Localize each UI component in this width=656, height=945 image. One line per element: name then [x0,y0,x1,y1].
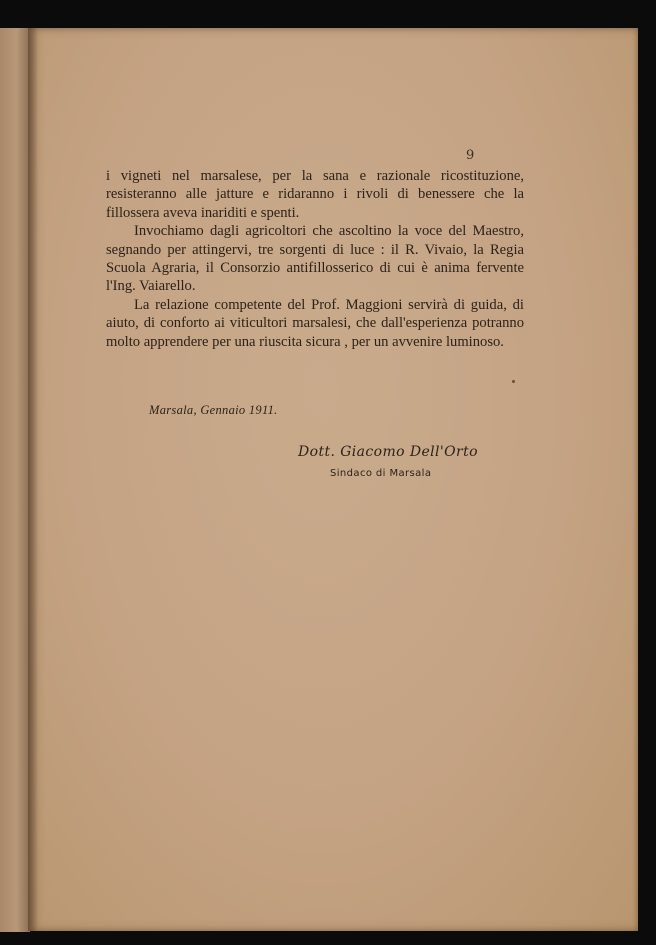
book-page [28,28,638,931]
dateline: Marsala, Gennaio 1911. [149,403,278,417]
paragraph-invocation: Invochiamo dagli agricoltori che ascoltino la voce del Maestro, segnando per attingervi, tre sorgenti di luce : il R. Vivaio, la Regia Scuola Agraria, il Consorzio antifillosserico di cui è anima fervente l'Ing. Vaiarello. [106,223,524,295]
paragraph-report: La relazione competente del Prof. Maggioni servirà di guida, di aiuto, di conforto ai viticultori marsalesi, che dall'esperienza potranno molto apprendere per una riuscita sicura , per un avvenire luminoso. [106,296,524,350]
paper-speck [512,380,515,383]
page-spine-shadow [28,28,38,931]
page-number: 9 [466,148,475,163]
signature-name: Dott. Giacomo Dell'Orto [298,444,478,460]
paragraph-continuation: i vigneti nel marsalese, per la sana e razionale ricostituzione, resisteranno alle jatture e ridaranno i rivoli di benessere che la fillossera aveva inariditi e spenti. [106,168,524,221]
body-text [106,167,524,351]
previous-page-edge [0,28,30,932]
signature-title: Sindaco di Marsala [330,468,432,479]
